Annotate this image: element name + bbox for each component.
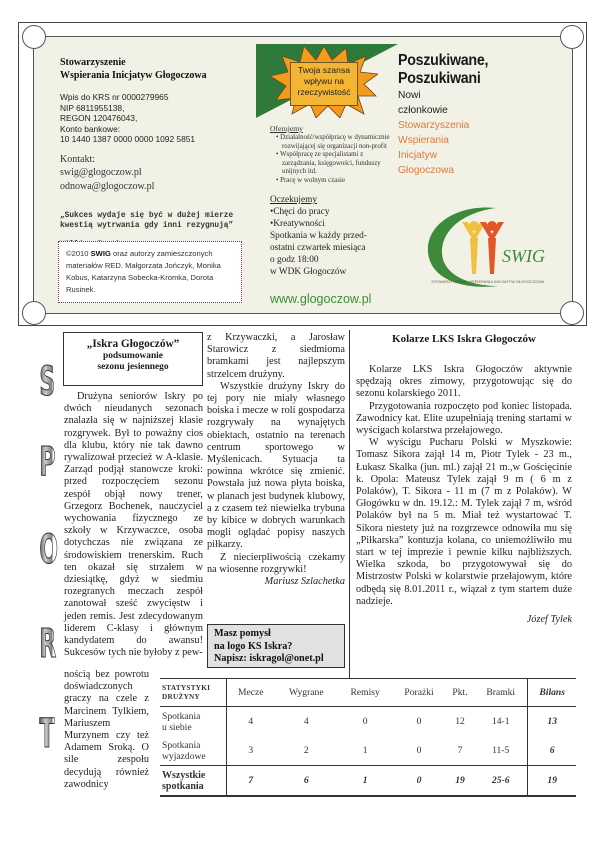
headline-org: Wspierania [398,135,449,146]
cell: 0 [392,766,446,797]
quote: „Sukces wydaje się być w dużej mierze kwestią wytrwania gdy inni rezygnują” [60,212,234,230]
cell: 12 [455,716,465,727]
organization-info [60,56,250,249]
row-label: Spotkania u siebie [160,707,227,737]
cell: 7 [227,766,275,797]
row-label: Spotkania wyjazdowe [160,736,227,766]
table-total-row [160,766,576,797]
article-subtitle: sezonu jesiennego [97,362,169,372]
email-link[interactable]: odnowa@glogoczow.pl [60,180,155,192]
column-header: Porażki [392,679,446,707]
cycling-article-title: Kolarze LKS Iskra Głogoczów [392,333,536,345]
team-stats-table [160,678,576,797]
column-header: Bramki [474,679,528,707]
paragraph: Z niecierpliwością czekamy na wiosenne rozgrywki! [207,551,345,575]
paragraph: Przygotowania rozpoczęto pod koniec listopada. Zawodnicy kat. Elite uzupełniają trening startami w wyścigach kolarstwa przełajowego. [356,400,572,437]
table-corner-label: STATYSTYKI DRUŻYNY [160,679,227,707]
offer-item: • Współpracę ze specjalistami z zarządzania, księgowości, funduszy unijnych itd. [278,151,398,177]
cell: 1 [362,745,368,756]
logo-caption: STOWARZYSZENIE WSPIERANIA INICJATYW GŁOGOCZOWA [431,280,545,284]
paragraph: W wyścigu Pucharu Polski w Myszkowie: Tomasz Sikora zajął 14 m, Piotr Tylek - 23 m., Łukasz Skalka (jun. ml.) zajął 21 m.,w Gościęcinie k. Opola: Mateusz Tylek zajął 9 m ( 6 m z Polaków), T. Sikora - 11 m (7 m z Polaków). W Głogówku w dn. 19.12.: M. Tylek zajął 7 m, wśród Polaków był na 5 m. Miał też wystartować T. Sikora niestety już na rozgrzewce odnowiła mu się „Piłkarska” kontuzja kolana, co uniemożliwiło mu start w tej imprezie i pewnie kilku najbliższych. Wielka szkoda, bo przygotowywał się do Mistrzostw Polski w kolarstwie przełajowym, które odbędą się 8.01.2011 r., wiązał z tym startem duże nadzieje. [356,437,572,607]
expectations: Oczekujemy •Chęci do pracy •Kreatywności Spotkania w każdy przed- ostatni czwartek miesiąca o godz 18:00 w WDK Głogoczów [270,194,400,278]
column-header: Pkt. [446,679,474,707]
headline-title: Poszukiwane, Poszukiwani [398,52,489,87]
cell: 4 [303,716,309,727]
table-row [160,736,576,766]
column-header: Bilans [528,679,576,707]
table-row [160,707,576,737]
frame-corner [560,301,584,325]
cell: 13 [528,707,576,737]
recruitment-headline [398,52,568,178]
cell: 0 [416,745,422,756]
article-subtitle: podsumowanie [103,351,163,361]
headline-sub: Nowi [398,90,421,101]
paragraph: nością bez powrotu doświadczonych graczy na czele z Marcinem Tylkiem, Mariuszem Murzynem czy też Adamem Sroką. O sile zespołu decydują również zawodnicy [64,669,149,790]
cell: 19 [446,766,474,797]
expect-heading: Oczekujemy [270,195,317,205]
article-column-2 [207,332,345,588]
cell: 25-6 [474,766,528,797]
meeting-info: Spotkania w każdy przed- [270,231,367,241]
cell: 14-1 [491,716,510,727]
recruitment-panel [256,44,398,312]
article-author: Józef Tylek [526,614,572,626]
cell: 0 [416,716,422,727]
headline-org: Głogoczowa [398,165,455,176]
slogan-badge: Twoja szansa wpływu na rzeczywistość [290,62,358,106]
paragraph: Drużyna seniorów Iskry po dwóch nieudanych sezonach znalazła się w najniższej klasie rozgrywek. Był to poważny cios dla klubu, który nie tak dawno rywalizował przecież w A-klasie. Zarząd podjął stanowcze kroki: przed rozpoczęciem sezonu zespół objął nowy trener, Grzegorz Bochenek, nauczyciel wychowania fizycznego ze szkoły w Krzywaczce, osoba dotychczas nie związana ze środowiskiem trenerskim. Ruch ten okazał się strzałem w dziesiątkę, gdyż w siedmiu rozegranych meczach zespół zanotował sześć zwycięstw i jeden remis. Jest zdecydowanym liderem C-klasy i głównym kandydatem do awansu! Sukcesów tych nie byłoby z pew- [64,391,203,659]
email-link[interactable]: swig@glogoczow.pl [60,167,142,178]
offer-item: • Działalność/współpracę w dynamicznie rozwijającej się organizacji non-profit [278,134,398,151]
cell: 1 [338,766,392,797]
frame-corner [22,25,46,49]
headline-org: Inicjatyw [398,150,438,161]
cell: 7 [457,745,463,756]
cell: 6 [528,736,576,766]
column-divider [349,330,350,678]
column-header: Mecze [227,679,275,707]
headline-org: Stowarzyszenia [398,120,470,131]
copyright-box: ©2010 SWIG oraz autorzy zamieszczonych materiałów RED. Małgorzata Jończyk, Monika Kobus, Katarzyna Sobecka-Kromka, Dorota Rusinek. [58,241,242,303]
expect-item: •Chęci do pracy [270,207,330,217]
paragraph: Kolarze LKS Iskra Głogoczów aktywnie spędzają okres zimowy, przygotowując się do sezonu kolarskiego 2011. [356,364,572,400]
cell: 3 [248,745,254,756]
organization-name: Stowarzyszenie Wspierania Inicjatyw Głogoczowa [60,57,207,81]
headline-sub: członkowie [398,105,448,116]
offer-item: • Pracę w wolnym czasie [278,177,398,186]
column-header: Remisy [338,679,392,707]
frame-corner [560,25,584,49]
letter-p: P [39,432,52,492]
cell: 0 [362,716,368,727]
cell: 19 [528,766,576,797]
contact-info [60,153,250,194]
expect-item: •Kreatywności [270,219,325,229]
article-column-1-continued [64,669,149,791]
offer-heading: Oferujemy [270,124,303,133]
logo-text: SWIG [502,246,545,266]
column-header: Wygrane [274,679,338,707]
paragraph: Wszystkie drużyny Iskry do tej pory nie miały własnego boiska i mecze w roli gospodarza rozgrywały na wynajętych obiektach, ostatnio na terenach centrum sportowego w Myślenicach. Sytuacja ta powinna wkrótce się zmienić. Powstała już nowa płyta boiska, w planach jest budynek klubowy, a z czasem też niewielka trybuna by kibice w dobrych warunkach mogli oglądać popisy naszych piłkarzy. [207,380,345,551]
contact-label: Kontakt: [60,153,95,165]
letter-s: S [39,352,52,412]
article-author: Mariusz Szlachetka [264,576,345,588]
contest-email[interactable]: Napisz: iskragol@onet.pl [214,653,324,664]
article-title-box [63,332,203,386]
letter-t: T [39,704,52,764]
row-label: Wszystkie spotkania [160,766,227,797]
article-column-1 [64,391,203,659]
cycling-article-body [356,364,572,626]
frame-corner [22,301,46,325]
letter-o: O [39,520,52,580]
cell: 4 [248,716,254,727]
article-title: „Iskra Głogoczów” [86,338,180,350]
website-link[interactable]: www.glogoczow.pl [270,292,372,306]
registration-details: Wpis do KRS nr 0000279965 NIP 6811955138, REGON 120476043, Konto bankowe: 10 1440 1387 0000 0000 1092 5851 [60,92,196,144]
cell: 11-5 [492,745,510,756]
letter-r: R [39,614,52,674]
logo-contest-box: Masz pomysł na logo KS Iskra? Napisz: iskragol@onet.pl [207,624,345,668]
cell: 6 [274,766,338,797]
table-header-row [160,679,576,707]
offer-list [270,124,398,186]
paragraph: z Krzywaczki, a Jarosław Starowicz z siedmioma bramkami jest najlepszym strzelcem drużyny. [207,332,345,380]
cell: 2 [303,745,309,756]
